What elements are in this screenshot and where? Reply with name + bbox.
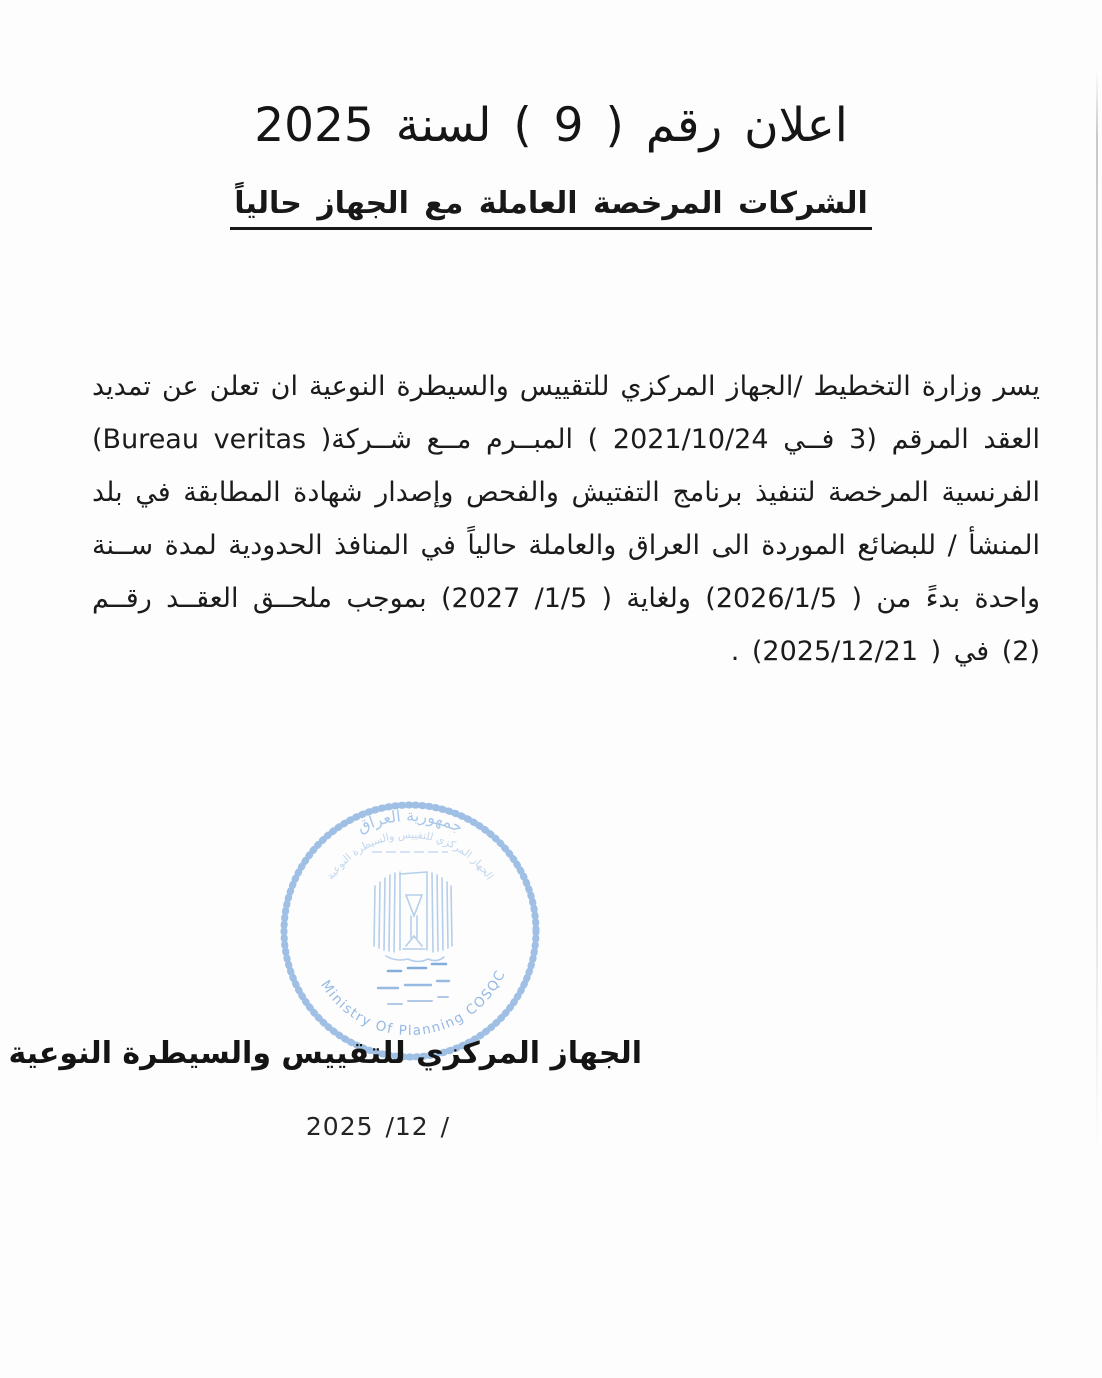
body-line: يسر وزارة التخطيط /الجهاز المركزي للتقييس والسيطرة النوعية ان تعلن عن تمديد [92, 371, 1040, 402]
body-line: واحدة بدءً من ( 2026/1/5) ولغاية ( 1/5/ 2027) بموجب ملحــق العقــد رقــم [92, 583, 1040, 614]
body-line: (2) في ( 2025/12/21) . [730, 636, 1040, 667]
stamp-bottom-arc-text: Ministry Of Planning COSQC [317, 967, 510, 1040]
official-stamp [260, 778, 560, 1078]
announcement-subtitle: الشركات المرخصة العاملة مع الجهاز حالياً [230, 186, 872, 230]
signature-org-name: الجهاز المركزي للتقييس والسيطرة النوعية [8, 1036, 642, 1071]
announcement-subtitle-row [0, 186, 1102, 230]
stamp-beaded-ring [284, 805, 536, 1057]
signature-date: / 12/ 2025 [305, 1112, 451, 1141]
body-line: الفرنسية المرخصة لتنفيذ برنامج التفتيش والفحص وإصدار شهادة المطابقة في بلد [92, 477, 1040, 508]
scan-edge-line [1096, 70, 1098, 1160]
body-line: المنشأ / للبضائع الموردة الى العراق والعاملة حالياً في المنافذ الحدودية لمدة ســنة [92, 530, 1040, 561]
stamp-top-arc-text: جمهورية العراق [354, 806, 467, 837]
announcement-title: اعلان رقم ( 9 ) لسنة 2025 [254, 98, 848, 153]
body-line: العقد المرقم (3 فــي 2021/10/24 ) المبــرم مــع شــركة( Bureau veritas) [92, 424, 1040, 455]
stamp-inner-arc-text: الجهاز المركزي للتقييس والسيطرة النوعية [324, 828, 496, 883]
stamp-script-lines [378, 964, 449, 1004]
body-paragraph [92, 360, 1040, 678]
stamp-emblem [374, 872, 452, 962]
